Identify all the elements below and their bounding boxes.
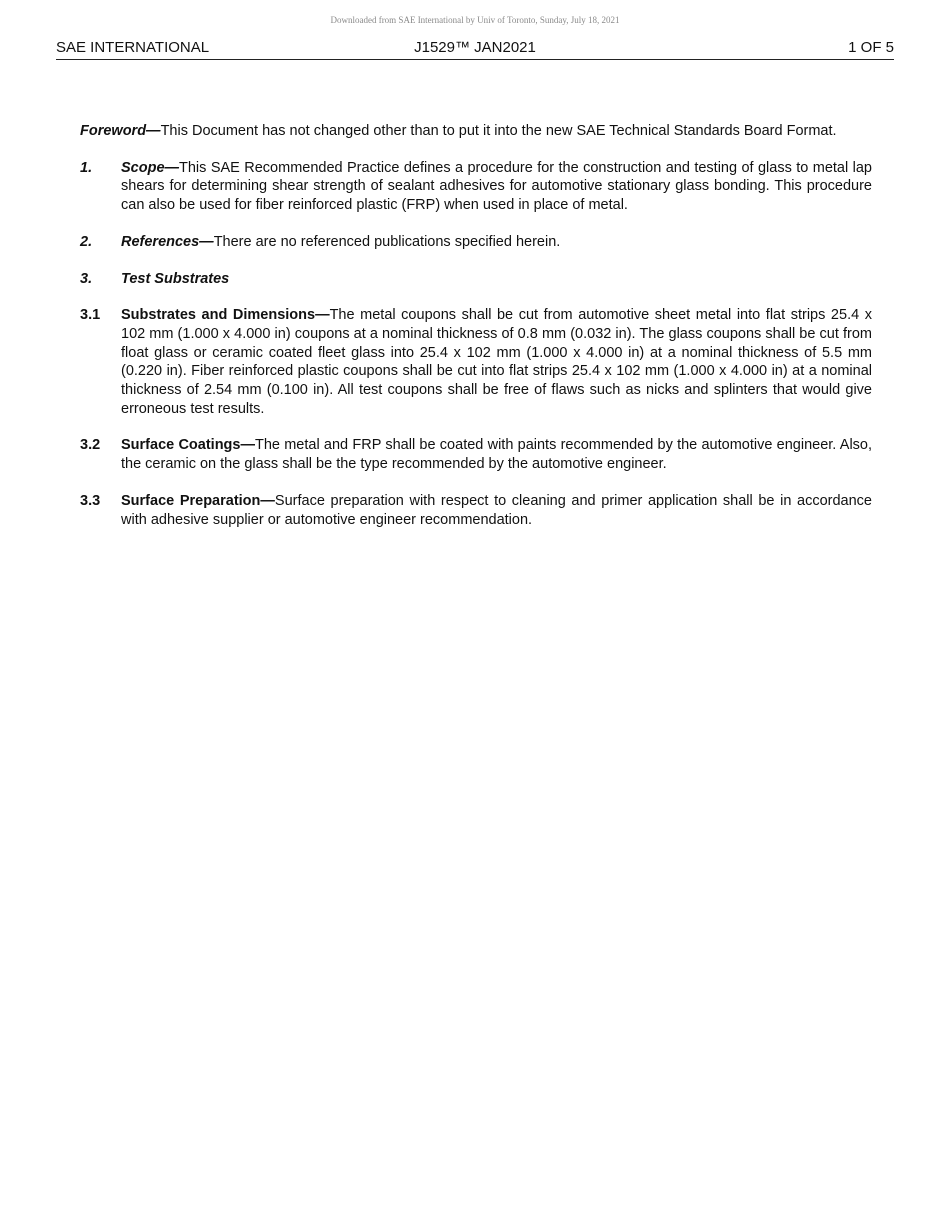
section-references — [80, 233, 872, 252]
section-heading: Surface Coatings— — [121, 437, 255, 454]
section-heading: Test Substrates — [121, 270, 230, 287]
section-number: 1. — [80, 159, 93, 176]
section-number: 2. — [80, 233, 93, 250]
section-heading: References— — [121, 233, 214, 250]
section-text: The metal and FRP shall be coated with paints recommended by the automotive engineer. Also, the ceramic on the glass shall be the type recommended by the automotive engineer. — [121, 437, 873, 473]
document-body — [80, 122, 872, 547]
section-heading: Substrates and Dimensions— — [121, 307, 330, 324]
section-text: There are no referenced publications specified herein. — [213, 233, 561, 250]
section-heading: Scope— — [121, 159, 180, 176]
section-scope — [80, 159, 872, 215]
header-document-id: J1529™ JAN2021 — [414, 39, 536, 56]
section-text: Surface preparation with respect to cleaning and primer application shall be in accordance with adhesive supplier or automotive engineer recommendation. — [121, 492, 872, 528]
header-organization: SAE INTERNATIONAL — [56, 39, 210, 56]
foreword-paragraph — [80, 122, 872, 141]
section-number: 3.2 — [80, 437, 101, 454]
section-3-2-surface-coatings — [80, 436, 872, 473]
header-page-number: 1 OF 5 — [848, 39, 894, 56]
download-watermark: Downloaded from SAE International by Univ of Toronto, Sunday, July 18, 2021 — [330, 15, 620, 25]
section-text: This SAE Recommended Practice defines a procedure for the construction and testing of glass to metal lap shears for determining shear strength of sealant adhesives for automotive stationary glass bonding. This procedure can also be used for fiber reinforced plastic (FRP) when used in place of metal. — [121, 159, 872, 214]
page-header — [56, 38, 894, 60]
section-heading: Surface Preparation— — [121, 492, 275, 509]
foreword-text: This Document has not changed other than to put it into the new SAE Technical Standards Board Format. — [160, 123, 837, 139]
section-3-1-substrates-dimensions — [80, 306, 872, 418]
section-number: 3.3 — [80, 492, 101, 509]
section-test-substrates — [80, 270, 872, 289]
section-number: 3.1 — [80, 307, 101, 324]
section-3-3-surface-preparation — [80, 492, 872, 529]
section-text: The metal coupons shall be cut from automotive sheet metal into flat strips 25.4 x 102 mm (1.000 x 4.000 in) coupons at a nominal thickness of 0.8 mm (0.032 in). The glass coupons shall be cut from float glass or ceramic coated fleet glass into 25.4 x 102 mm (1.000 x 4.000 in) at a nominal thickness of 5.5 mm (0.220 in). Fiber reinforced plastic coupons shall be cut into flat strips 25.4 x 102 mm (1.000 x 4.000 in) at a nominal thickness of 2.54 mm (0.100 in). All test coupons shall be free of flaws such as nicks and splinters that would give erroneous test results. — [121, 307, 872, 417]
section-number: 3. — [80, 270, 93, 287]
foreword-heading: Foreword— — [80, 123, 161, 139]
